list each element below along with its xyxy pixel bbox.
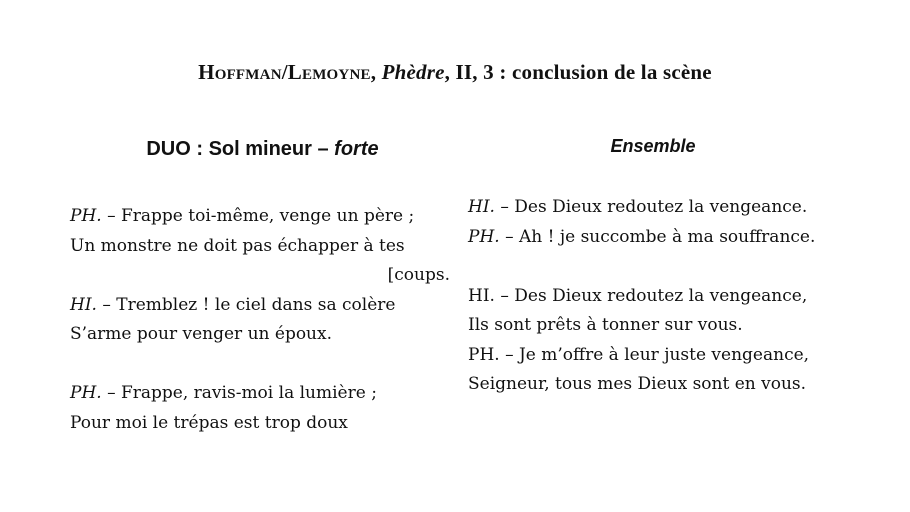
verse-line	[468, 341, 868, 371]
title-author-1: Hoffman	[198, 60, 282, 84]
verse-text: HI. – Des Dieux redoutez la vengeance,	[468, 285, 808, 306]
verse-text: – Frappe toi-même, venge un père ;	[101, 206, 415, 226]
title-work: Phèdre	[381, 60, 445, 84]
title-rest: , II, 3 : conclusion de la scène	[444, 60, 712, 84]
speaker-label: PH.	[70, 383, 102, 403]
verse-line	[468, 193, 868, 223]
verse-text: [coups.	[387, 265, 450, 285]
verse-text: PH. – Je m’offre à leur juste vengeance,	[468, 344, 810, 365]
verse-line	[70, 291, 450, 321]
title-slash: /	[281, 60, 288, 84]
verse-text: – Frappe, ravis-moi la lumière ;	[101, 383, 377, 403]
duo-heading-dynamic: forte	[334, 138, 379, 160]
ensemble-heading: Ensemble	[610, 136, 696, 156]
verse-text: – Ah ! je succombe à ma souffrance.	[499, 226, 816, 247]
verse-text: – Des Dieux redoutez la vengeance.	[494, 197, 808, 217]
speaker-label: PH.	[468, 226, 500, 247]
verse-line	[70, 409, 450, 439]
verse-text: Ils sont prêts à tonner sur vous.	[468, 315, 743, 335]
verse-text: – Tremblez ! le ciel dans sa colère	[96, 294, 396, 315]
verse-line-overflow	[70, 261, 450, 291]
page-title	[0, 60, 910, 85]
verse-text: Pour moi le trépas est trop doux	[70, 412, 348, 433]
title-comma: ,	[370, 60, 382, 84]
stanza-gap	[70, 350, 450, 380]
stanza-gap	[468, 252, 868, 282]
verse-line	[70, 232, 450, 262]
verse-line	[70, 379, 450, 409]
verse-text: S’arme pour venger un époux.	[70, 324, 332, 344]
verse-line	[468, 223, 868, 253]
verse-line	[468, 370, 868, 400]
speaker-label: PH.	[70, 206, 102, 226]
speaker-label: HI.	[70, 294, 97, 315]
verse-text: Un monstre ne doit pas échapper à tes	[70, 235, 405, 256]
duo-heading	[70, 138, 455, 161]
speaker-label: HI.	[468, 197, 495, 217]
verse-text: Seigneur, tous mes Dieux sont en vous.	[468, 374, 807, 394]
verse-line	[468, 282, 868, 312]
title-author-2: Lemoyne	[287, 60, 371, 84]
verse-line	[468, 311, 868, 341]
ensemble-column	[468, 193, 868, 400]
duo-heading-text: DUO : Sol mineur –	[146, 138, 335, 160]
duo-column	[70, 202, 450, 438]
verse-line	[70, 202, 450, 232]
verse-line	[70, 320, 450, 350]
